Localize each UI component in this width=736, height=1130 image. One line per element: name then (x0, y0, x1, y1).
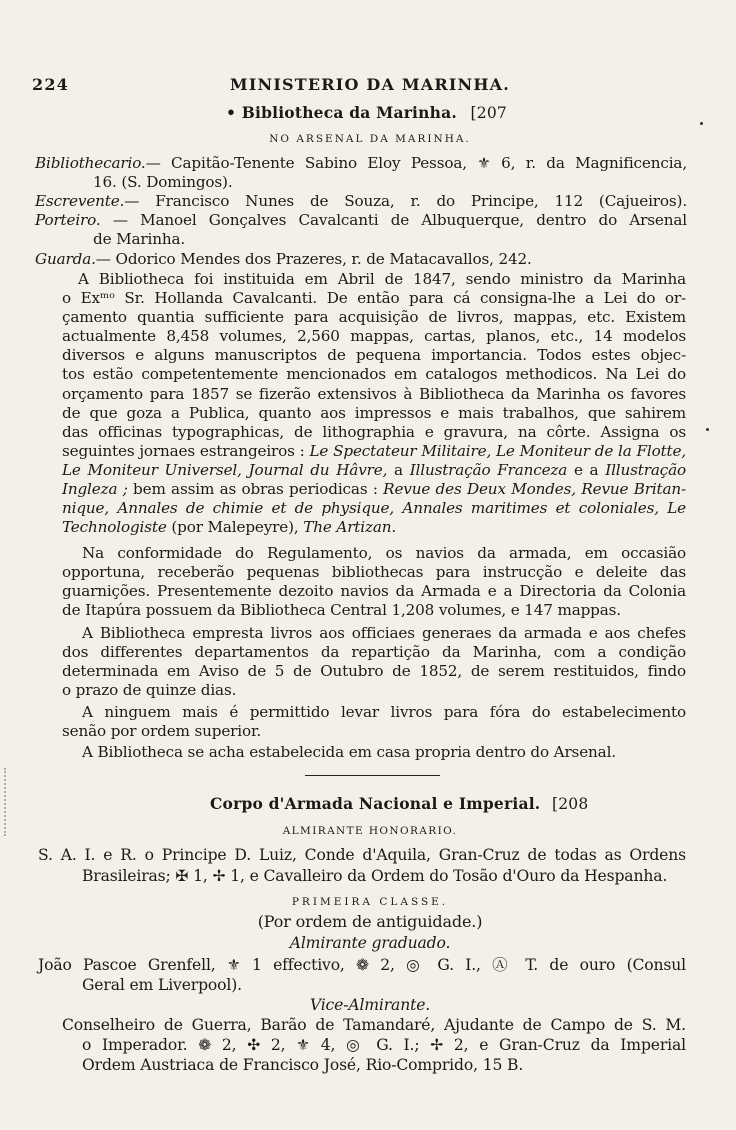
para-line: A Bibliotheca se acha estabelecida em casa propria dentro do Arsenal. (82, 743, 616, 761)
staff-text: — Capitão-Tenente Sabino Eloy Pessoa, ⚜ 6, r. da Magnificencia, (145, 154, 687, 172)
staff-line-cont: de Marinha. (93, 230, 186, 248)
subsection-title: ALMIRANTE HONORARIO. (282, 825, 458, 837)
staff-role: Guarda. (35, 250, 96, 268)
para-line: guarnições. Presentemente dezoito navios da Armada e a Directoria da Colonia (62, 582, 686, 600)
entry-line-cont: o Imperador. ❁ 2, ✣ 2, ⚜ 4, ◎ G. I.; ✢ 2, e Gran-Cruz da Imperial (82, 1036, 686, 1054)
staff-line (35, 154, 687, 173)
section-ref: [208 (551, 795, 589, 813)
journal-titles: Illustração (605, 461, 686, 479)
para-line: diversos e alguns manuscriptos de pequena importancia. Todos estes objec- (62, 346, 686, 364)
para-line: senão por ordem superior. (62, 722, 262, 740)
page-number: 224 (32, 75, 69, 94)
para-line: A Bibliotheca empresta livros aos officiaes generaes da armada e aos chefes (82, 624, 686, 642)
para-line: nique, Annales de chimie et de physique, Annales maritimes et coloniales, Le (62, 499, 686, 517)
para-line: Na conformidade do Regulamento, os navios da armada, em occasião (82, 544, 686, 562)
para-line (62, 480, 686, 499)
staff-role: Porteiro. (35, 211, 101, 229)
para-line: dos differentes departamentos da repartição da Marinha, com a condição (62, 643, 686, 661)
para-line: determinada em Aviso de 5 de Outubro de 1852, de serem restituidos, findo (62, 662, 686, 680)
para-text: e a (567, 461, 606, 479)
para-line: de Itapúra possuem da Bibliotheca Central 1,208 volumes, e 147 mappas. (62, 601, 621, 619)
print-speck (706, 428, 709, 431)
para-text: (por Malepeyre), (166, 518, 304, 536)
margin-smudge (4, 768, 26, 836)
running-title: MINISTERIO DA MARINHA. (229, 75, 511, 94)
entry-line: João Pascoe Grenfell, ⚜ 1 effectivo, ❁ 2, ◎ G. I., Ⓐ T. de ouro (Consul (38, 956, 686, 974)
para-line: A ninguem mais é permittido levar livros para fóra do estabelecimento (82, 703, 686, 721)
para-line: o Exᵐᵒ Sr. Hollanda Cavalcanti. De então para cá consigna-lhe a Lei do or- (62, 289, 686, 307)
para-text: seguintes jornaes estrangeiros : (62, 442, 310, 460)
section-heading-bibliotheca (226, 103, 507, 123)
staff-role: Bibliothecario. (35, 154, 146, 172)
section-heading-corpo (210, 794, 588, 814)
para-line: çamento quantia sufficiente para acquisição de livros, mappas, etc. Existem (62, 308, 686, 326)
para-line (62, 461, 686, 480)
para-text: bem assim as obras periodicas : (127, 480, 384, 498)
para-text: a (387, 461, 410, 479)
para-line (62, 518, 396, 537)
journal-titles: Revue des Deux Mondes, Revue Britan- (383, 480, 687, 498)
staff-line-cont: 16. (S. Domingos). (93, 173, 233, 191)
staff-text: — Manoel Gonçalves Cavalcanti de Albuquerque, dentro do Arsenal (100, 211, 687, 229)
para-line: orçamento para 1857 se fizerão extensivos à Bibliotheca da Marinha os favores (62, 385, 686, 403)
para-line: opportuna, receberão pequenas bibliothecas para instrucção e deleite das (62, 563, 686, 581)
print-speck (700, 122, 703, 125)
journal-titles: Illustração Franceza (409, 461, 568, 479)
journal-titles: Ingleza ; (62, 480, 128, 498)
para-line: tos estão competentemente mencionados em catalogos methodicos. Na Lei do (62, 365, 686, 383)
entry-line: S. A. I. e R. o Principe D. Luiz, Conde d'Aquila, Gran-Cruz de todas as Ordens (38, 846, 686, 864)
para-line: o prazo de quinze dias. (62, 681, 237, 699)
entry-line-cont: Geral em Liverpool). (82, 976, 242, 994)
staff-line (35, 211, 687, 230)
rank-title: Almirante graduado. (289, 934, 451, 952)
journal-titles: The Artizan. (303, 518, 397, 536)
entry-line-cont: Ordem Austriaca de Francisco José, Rio-Comprido, 15 B. (82, 1056, 524, 1074)
rank-title: Vice-Almirante. (309, 996, 431, 1014)
staff-line (35, 250, 532, 269)
journal-titles: Le Moniteur Universel, Journal du Hâvre, (62, 461, 388, 479)
para-line: de que goza a Publica, quanto aos impressos e mais trabalhos, que sahirem (62, 404, 686, 422)
para-line: A Bibliotheca foi instituida em Abril de 1847, sendo ministro da Marinha (78, 270, 686, 288)
section-divider (305, 775, 440, 776)
entry-line: Conselheiro de Guerra, Barão de Tamandaré, Ajudante de Campo de S. M. (62, 1016, 686, 1034)
para-line: actualmente 8,458 volumes, 2,560 mappas, cartas, planos, etc., 14 modelos (62, 327, 686, 345)
para-line (62, 442, 686, 461)
staff-text: — Odorico Mendes dos Prazeres, r. de Matacavallos, 242. (95, 250, 532, 268)
class-title: PRIMEIRA CLASSE. (291, 896, 449, 908)
section-location: NO ARSENAL DA MARINHA. (269, 133, 471, 145)
staff-text: — Francisco Nunes de Souza, r. do Principe, 112 (Cajueiros). (124, 192, 687, 210)
staff-role: Escrevente. (35, 192, 125, 210)
section-ref: [207 (470, 104, 507, 122)
para-line: das officinas typographicas, de lithographia e gravura, na côrte. Assigna os (62, 423, 686, 441)
section-title: Corpo d'Armada Nacional e Imperial. (210, 794, 541, 813)
entry-line-cont: Brasileiras; ✠ 1, ✢ 1, e Cavalleiro da Ordem do Tosão d'Ouro da Hespanha. (82, 867, 668, 885)
journal-titles: Technologiste (62, 518, 167, 536)
order-note: (Por ordem de antiguidade.) (257, 912, 483, 931)
section-title: • Bibliotheca da Marinha. (226, 103, 457, 122)
staff-line (35, 192, 687, 211)
journal-titles: Le Spectateur Militaire, Le Moniteur de la Flotte, (309, 442, 686, 460)
